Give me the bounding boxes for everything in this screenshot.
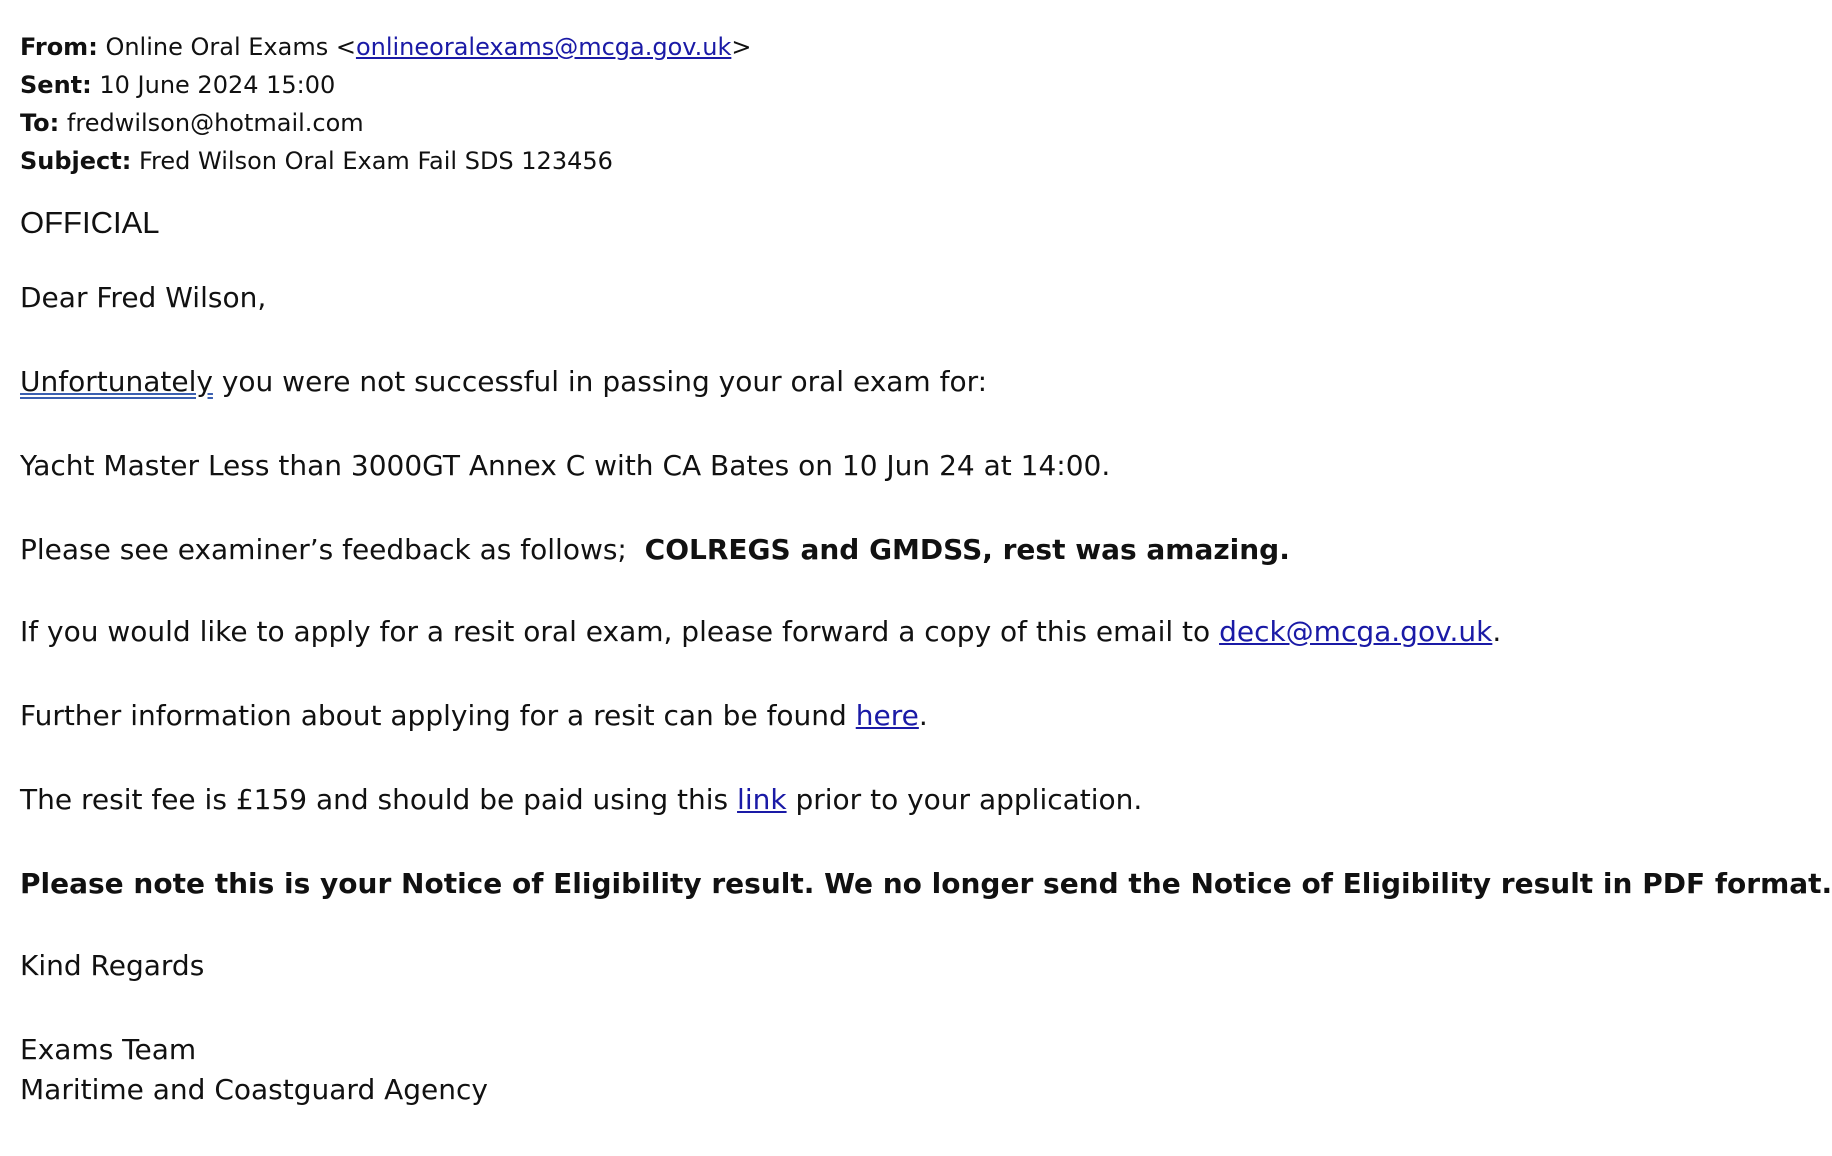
spellcheck-flagged-word: Unfortunately	[20, 365, 213, 398]
signature-org: Maritime and Coastguard Agency	[20, 1073, 488, 1106]
from-label: From:	[20, 33, 98, 61]
to-label: To:	[20, 109, 60, 137]
feedback-text: COLREGS and GMDSS, rest was amazing.	[644, 533, 1290, 566]
sent-row	[20, 66, 1640, 104]
to-value: fredwilson@hotmail.com	[66, 109, 364, 137]
info-line	[20, 696, 1640, 736]
result-line-text: you were not successful in passing your oral exam for:	[212, 365, 988, 398]
payment-link[interactable]: link	[737, 783, 787, 816]
eligibility-notice: Please note this is your Notice of Eligibility result. We no longer send the Notice of Eligibility result in PDF format.	[20, 867, 1832, 900]
deck-email-link[interactable]: deck@mcga.gov.uk	[1219, 615, 1493, 648]
exam-details: Yacht Master Less than 3000GT Annex C with CA Bates on 10 Jun 24 at 14:00.	[20, 449, 1111, 482]
feedback-line	[20, 530, 1640, 570]
result-line	[20, 362, 1640, 402]
email-view	[20, 28, 1832, 1110]
greeting: Dear Fred Wilson,	[20, 281, 267, 314]
sent-label: Sent:	[20, 71, 92, 99]
here-link[interactable]: here	[855, 699, 919, 732]
resit-end: .	[1492, 615, 1502, 648]
feedback-intro: Please see examiner’s feedback as follows;	[20, 533, 645, 566]
classification-marking: OFFICIAL	[20, 205, 160, 240]
signature-team: Exams Team	[20, 1033, 197, 1066]
resit-intro: If you would like to apply for a resit oral exam, please forward a copy of this email to	[20, 615, 1220, 648]
closing: Kind Regards	[20, 949, 205, 982]
from-email-link[interactable]: onlineoralexams@mcga.gov.uk	[355, 33, 732, 61]
from-row	[20, 28, 1640, 66]
fee-end: prior to your application.	[786, 783, 1143, 816]
subject-label: Subject:	[20, 147, 132, 175]
to-row	[20, 104, 1640, 142]
from-close: >	[731, 33, 752, 61]
resit-line	[20, 612, 1640, 652]
subject-row	[20, 142, 1640, 180]
subject-value: Fred Wilson Oral Exam Fail SDS 123456	[139, 147, 613, 175]
fee-line	[20, 780, 1640, 820]
info-intro: Further information about applying for a resit can be found	[20, 699, 856, 732]
info-end: .	[918, 699, 928, 732]
from-name: Online Oral Exams <	[105, 33, 356, 61]
sent-value: 10 June 2024 15:00	[99, 71, 336, 99]
fee-intro: The resit fee is £159 and should be paid using this	[20, 783, 738, 816]
